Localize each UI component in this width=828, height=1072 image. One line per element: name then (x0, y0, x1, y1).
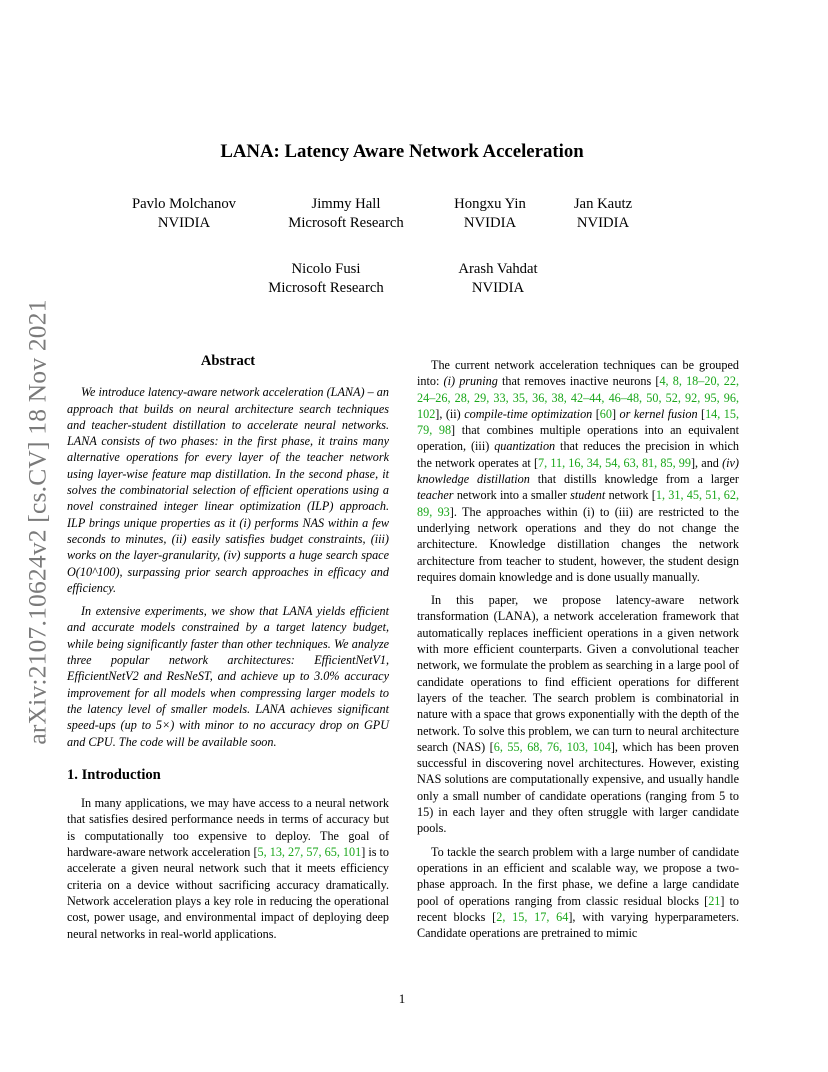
author-name: Hongxu Yin (454, 196, 526, 212)
abstract-heading: Abstract (200, 353, 256, 369)
author-affiliation: Microsoft Research (268, 280, 384, 296)
citation-link[interactable]: 4, 8, 18–20, 22, 24–26, 28, 29, 33, 35, 36, 38, 42–44, 46–48, 50, 52, 92, 95, 96, 102 (417, 374, 739, 421)
citation-link[interactable]: 60 (599, 406, 612, 421)
author-affiliation: NVIDIA (463, 215, 517, 231)
introduction-paragraph: In many applications, we may have access to a neural network that satisfies desired performance needs in terms of accuracy but is computationally too expensive to deploy. The goal of hardware-aware network acceleration [5, 13, 27, 57, 65, 101] is to accelerate a given neural network such that it meets efficiency criteria on a device without sacrificing accuracy dramatically. Network acceleration plays a key role in reducing the operational cost, power usage, and environmental impact of deploying deep neural networks in real-world applications. (67, 796, 389, 941)
citation-link[interactable]: 2, 15, 17, 64 (496, 909, 569, 924)
author-affiliation: Microsoft Research (288, 215, 404, 231)
body-paragraph: The current network acceleration techniques can be grouped into: (i) pruning that removes inactive neurons [4, 8, 18–20, 22, 24–26, 28, 29, 33, 35, 36, 38, 42–44, 46–48, 50, 52, 92, 95, 96, 102], (ii) compile-time optimization [60] or kernel fusion [14, 15, 79, 98] that combines multiple operations into an equivalent operation, (iii) quantization that reduces the precision in which the network operates at [7, 11, 16, 34, 54, 63, 81, 85, 99], and (iv) knowledge distillation that distills knowledge from a larger teacher network into a smaller student network [1, 31, 45, 51, 62, 89, 93]. The approaches within (i) to (iii) are restricted to the underlying network operations and they do not change the architecture. Knowledge distillation changes the network architecture from teacher to student, however, the student design requires domain knowledge and is done usually manually. (417, 358, 740, 584)
author-block (440, 195, 540, 233)
citation-link[interactable]: 6, 55, 68, 76, 103, 104 (493, 739, 611, 754)
author-name: Jan Kautz (573, 196, 633, 212)
body-paragraph: In this paper, we propose latency-aware network transformation (LANA), a network acceleration framework that automatically replaces inefficient operations in a given network with more efficient counterparts. Given a convolutional teacher network, we formulate the problem as searching in a large pool of candidate operations to find efficient operations for different layers of the teacher. The search problem is combinatorial in nature with a space that grows exponentially with the depth of the network. To solve this problem, we can turn to neural architecture search (NAS) [6, 55, 68, 76, 103, 104], which has been proven successful in discovering novel architectures. However, existing NAS solutions are computationally expensive, and usually handle only a small number of candidate operations (ranging from 5 to 15) in each layer and they often struggle with larger candidate pools. (417, 593, 739, 836)
right-column (417, 357, 739, 941)
author-block (558, 195, 648, 233)
arxiv-identifier-text: arXiv:2107.10624v2 [cs.CV] 18 Nov 2021 (23, 299, 52, 745)
left-column (67, 353, 389, 942)
citation-link[interactable]: 1, 31, 45, 51, 62, 89, 93 (417, 488, 740, 519)
arxiv-identifier-stamp (18, 282, 58, 762)
page-number: 1 (398, 991, 406, 1006)
author-block (118, 195, 250, 233)
paper-title: LANA: Latency Aware Network Acceleration (220, 141, 584, 162)
author-name: Jimmy Hall (311, 196, 381, 212)
abstract-paragraph: In extensive experiments, we show that LANA yields efficient and accurate models constrained by a target latency budget, while being significantly faster than other techniques. We analyze three popular network architectures: EfficientNetV1, EfficientNetV2 and ResNeST, and achieve up to 3.0% accuracy improvement for all models when compressing larger models to the latency level of smaller models. LANA achieves significant speed-ups (up to 5×) with minor to no accuracy drop on GPU and CPU. The code will be available soon. (67, 604, 389, 749)
author-name: Arash Vahdat (458, 261, 538, 277)
citation-link[interactable]: 21 (708, 893, 721, 908)
author-name: Nicolo Fusi (291, 261, 361, 277)
author-block (276, 195, 416, 233)
author-block (445, 260, 551, 298)
author-name: Pavlo Molchanov (131, 196, 237, 212)
author-affiliation: NVIDIA (471, 280, 525, 296)
citation-link[interactable]: 14, 15, 79, 98 (417, 406, 740, 438)
author-affiliation: NVIDIA (576, 215, 630, 231)
citation-link[interactable]: 7, 11, 16, 34, 54, 63, 81, 85, 99 (538, 455, 691, 470)
introduction-heading: 1. Introduction (67, 766, 161, 783)
body-paragraph: To tackle the search problem with a large number of candidate operations in an efficient and scalable way, we propose a two-phase approach. In the first phase, we define a large candidate pool of operations ranging from classic residual blocks [21] to recent blocks [2, 15, 17, 64], with varying hyperparameters. Candidate operations are pretrained to mimic (417, 844, 740, 941)
citation-link[interactable]: 5, 13, 27, 57, 65, 101 (257, 845, 362, 860)
author-block (256, 260, 396, 298)
author-affiliation: NVIDIA (157, 215, 211, 231)
abstract-paragraph: We introduce latency-aware network acceleration (LANA) – an approach that builds on neural architecture search techniques and teacher-student distillation to accelerate neural networks. LANA consists of two phases: in the first phase, it trains many alternative operations for every layer of the teacher network using layer-wise feature map distillation. In the second phase, it solves the combinatorial selection of efficient operations using a novel constrained integer linear optimization (ILP) approach. ILP brings unique properties as it (i) performs NAS within a few seconds to minutes, (ii) easily satisfies budget constraints, (iii) works on the layer-granularity, (iv) supports a huge search space O(10^100), surpassing prior search approaches in efficacy and efficiency. (67, 385, 389, 595)
